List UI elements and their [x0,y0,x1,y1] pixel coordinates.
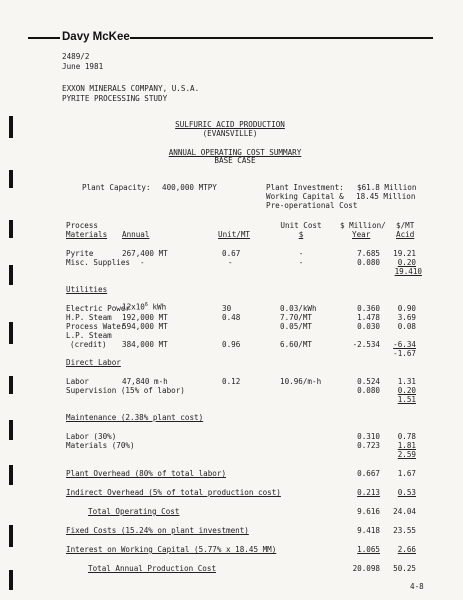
row-hp-steam-per-mt: 3.69 [397,313,416,322]
col-header-million: $ Million/ [340,221,386,230]
row-total-operating-label: Total Operating Cost [88,507,180,516]
row-maint-materials-million: 0.723 [357,441,380,450]
utilities-subtotal: -1.67 [393,349,416,358]
row-indirect-overhead-per-mt: 0.53 [397,488,416,497]
capacity-value: 400,000 MTPY [162,183,217,192]
row-hp-steam-annual: 192,000 MT [122,313,168,322]
binding-edge-mark [9,322,13,344]
title-line-1: SULFURIC ACID PRODUCTION [175,120,285,129]
row-supervision-label: Supervision (15% of labor) [66,386,185,395]
row-lp-steam-credit-label: (credit) [70,340,107,349]
col-header-unit-cost-currency: $ [298,230,304,239]
row-fixed-costs-per-mt: 23.55 [393,526,416,535]
row-fixed-costs-million: 9.418 [357,526,380,535]
col-header-unit-mt: Unit/MT [218,230,251,239]
row-pyrite-annual: 267,400 MT [122,249,168,258]
row-lp-steam-million: -2.534 [352,340,380,349]
binding-edge-mark [9,420,13,440]
row-maint-materials-per-mt: 1.81 [397,441,416,450]
row-electric-unit: 30 [222,304,232,313]
maintenance-subtotal: 2.59 [397,450,416,459]
doc-number: 2489/2 [62,52,90,61]
row-pyrite-unit: 0.67 [222,249,241,258]
row-pyrite-label: Pyrite [66,249,94,258]
row-labor-label: Labor [66,377,89,386]
row-lp-steam-unit-cost: 6.60/MT [280,340,313,349]
row-process-water-label: Process Water [66,322,126,331]
row-maint-labor-million: 0.310 [357,432,380,441]
binding-edge-mark [9,265,13,285]
direct-labor-heading: Direct Labor [66,358,121,367]
row-lp-steam-annual: 384,000 MT [122,340,168,349]
title-line-4: BASE CASE [214,156,256,165]
row-total-operating-per-mt: 24.04 [393,507,416,516]
row-supervision-per-mt: 0.20 [397,386,416,395]
row-total-annual-per-mt: 50.25 [393,564,416,573]
row-plant-overhead-per-mt: 1.67 [397,469,416,478]
row-electric-label: Electric Power [66,304,131,313]
row-process-water-unit-cost: 0.05/MT [280,322,313,331]
row-maint-materials-label: Materials (70%) [66,441,135,450]
row-pyrite-million: 7.685 [357,249,380,258]
investment-label: Plant Investment: [266,183,344,192]
row-labor-unit-cost: 10.96/m-h [280,377,322,386]
row-hp-steam-million: 1.478 [357,313,380,322]
row-electric-annual [122,303,166,311]
row-plant-overhead-million: 0.667 [357,469,380,478]
row-hp-steam-label: H.P. Steam [66,313,112,322]
row-misc-annual: - [140,258,145,267]
study-name: PYRITE PROCESSING STUDY [62,94,168,103]
doc-date: June 1981 [62,62,104,71]
row-misc-million: 0.080 [357,258,380,267]
col-header-materials: Materials [66,230,108,239]
row-supervision-million: 0.080 [357,386,380,395]
row-lp-steam-unit: 0.96 [222,340,241,349]
row-lp-steam-label: L.P. Steam [66,331,112,340]
header-rule [130,37,433,39]
working-capital-value: 18.45 Million [356,192,416,201]
col-header-per-mt: $/MT [396,221,415,230]
row-process-water-million: 0.030 [357,322,380,331]
col-header-acid: Acid [396,230,415,239]
row-labor-per-mt: 1.31 [397,377,416,386]
row-plant-overhead-label: Plant Overhead (80% of total labor) [66,469,227,478]
row-electric-million: 0.360 [357,304,380,313]
row-misc-unit: - [228,258,233,267]
row-indirect-overhead-million: 0.213 [357,488,380,497]
col-header-process: Process [66,221,99,230]
row-electric-per-mt: 0.90 [397,304,416,313]
binding-edge-mark [9,116,13,138]
row-pyrite-per-mt: 19.21 [393,249,416,258]
col-header-year: Year [352,230,371,239]
preop-label: Pre-operational Cost [266,201,358,210]
electric-annual-unit: kWh [152,302,167,312]
row-total-annual-label: Total Annual Production Cost [88,564,217,573]
title-line-3: ANNUAL OPERATING COST SUMMARY [168,148,302,157]
electric-annual-base: 12x10 [122,302,145,312]
binding-edge-mark [9,376,13,394]
brand-logo: Davy McKee [62,31,130,43]
materials-subtotal: 19.410 [394,267,422,276]
page-number: 4-8 [410,582,424,591]
row-lp-steam-per-mt: -6.34 [393,340,416,349]
col-header-annual: Annual [122,230,150,239]
row-hp-steam-unit: 0.48 [222,313,241,322]
row-total-annual-million: 20.098 [352,564,380,573]
electric-annual-exponent: 6 [144,302,148,308]
row-process-water-annual: 594,000 MT [122,322,168,331]
row-maint-labor-label: Labor (30%) [66,432,117,441]
row-maint-labor-per-mt: 0.78 [397,432,416,441]
title-line-2: (EVANSVILLE) [202,129,258,138]
investment-value: $61.8 Million [357,183,417,192]
labor-subtotal: 1.51 [397,395,416,404]
header-rule [28,37,60,39]
binding-edge-mark [9,220,13,238]
row-interest-per-mt: 2.66 [397,545,416,554]
row-misc-per-mt: 0.20 [397,258,416,267]
binding-edge-mark [9,570,13,590]
row-interest-label: Interest on Working Capital (5.77% x 18.45 MM) [66,545,277,554]
row-labor-unit: 0.12 [222,377,241,386]
row-fixed-costs-label: Fixed Costs (15.24% on plant investment) [66,526,249,535]
working-capital-label: Working Capital & [266,192,344,201]
row-hp-steam-unit-cost: 7.70/MT [280,313,313,322]
binding-edge-mark [9,170,13,188]
row-total-operating-million: 9.616 [357,507,380,516]
row-pyrite-unit-cost: - [298,249,304,258]
row-labor-million: 0.524 [357,377,380,386]
col-header-unit-cost: Unit Cost [280,221,322,230]
row-misc-label: Misc. Supplies [66,258,131,267]
utilities-heading: Utilities [66,285,108,294]
binding-edge-mark [9,465,13,485]
row-interest-million: 1.065 [357,545,380,554]
row-process-water-per-mt: 0.08 [397,322,416,331]
row-labor-annual: 47,840 m-h [122,377,168,386]
row-indirect-overhead-label: Indirect Overhead (5% of total production cost) [66,488,281,497]
maintenance-heading: Maintenance (2.38% plant cost) [66,413,204,422]
row-electric-unit-cost: 0.03/kWh [280,304,317,313]
row-misc-unit-cost: - [298,258,304,267]
client-name: EXXON MINERALS COMPANY, U.S.A. [62,84,200,93]
capacity-label: Plant Capacity: [82,183,151,192]
binding-edge-mark [9,525,13,547]
